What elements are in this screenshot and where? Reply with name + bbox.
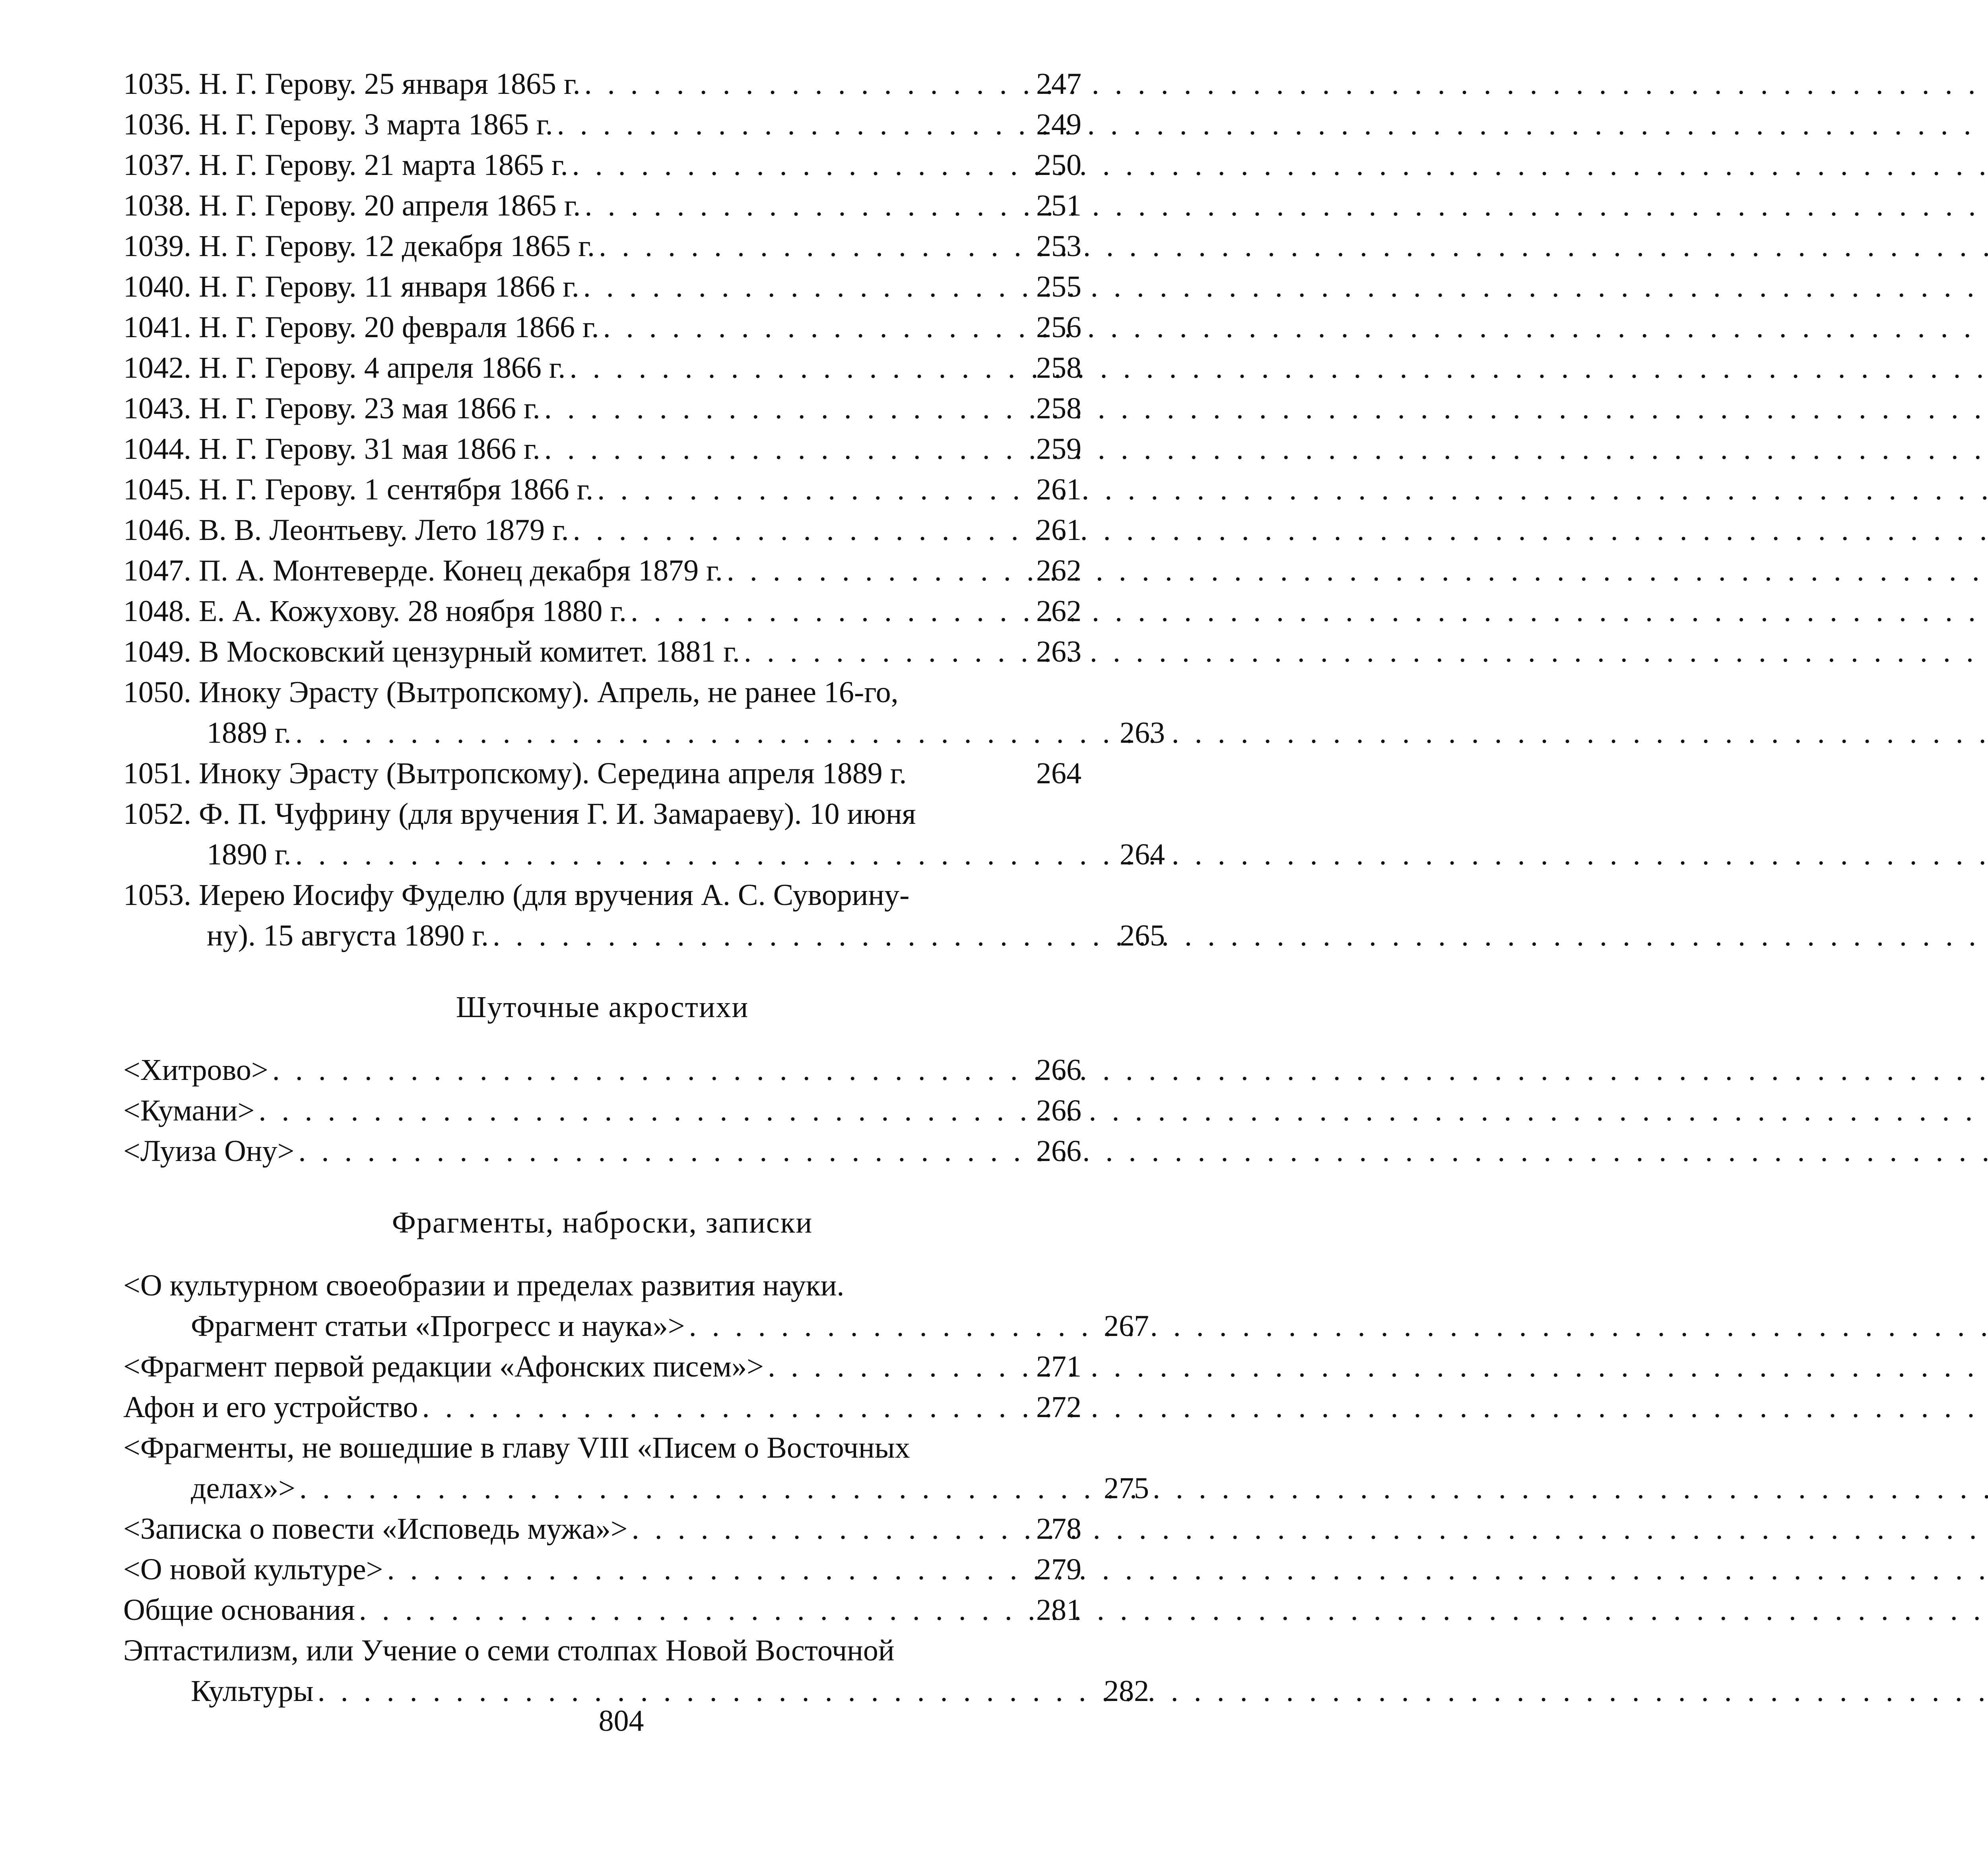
toc-entry — [123, 1131, 1081, 1171]
leader-dots — [299, 1468, 1085, 1509]
entry-page: 247 — [1036, 67, 1081, 101]
toc-entry — [123, 631, 1081, 672]
entry-page: 272 — [1036, 1390, 1081, 1424]
entry-number: 1040. — [123, 270, 191, 303]
entry-line-2 — [123, 1306, 1149, 1346]
entry-title: Н. Г. Герову. 1 сентября 1866 г. — [199, 473, 594, 506]
entry-title: <О новой культуре> — [123, 1553, 383, 1586]
entry-number: 1053. — [123, 878, 191, 912]
entry-title: Н. Г. Герову. 20 апреля 1865 г. — [199, 189, 581, 222]
toc-entry — [123, 1549, 1081, 1590]
entry-title-line-1: Ф. П. Чуфрину (для вручения Г. И. Замараеву). 10 июня — [199, 797, 916, 831]
toc-entry — [123, 469, 1081, 510]
toc-entry-1053 — [123, 875, 1165, 956]
toc-entry — [123, 510, 1081, 550]
entry-title: П. А. Монтеверде. Конец декабря 1879 г. — [199, 554, 723, 587]
toc-entry — [123, 1346, 1081, 1387]
toc-entry-1052 — [123, 794, 1165, 875]
entry-number: 1048. — [123, 594, 191, 628]
leader-dots — [768, 1346, 1018, 1387]
toc-entry — [123, 226, 1081, 266]
leader-dots — [584, 64, 1018, 104]
entry-number: 1039. — [123, 229, 191, 263]
entry-page: 264 — [1120, 838, 1165, 871]
leader-dots — [493, 915, 1101, 956]
entry-number: 1038. — [123, 189, 191, 222]
entry-title-line-2: Фрагмент статьи «Прогресс и наука»> — [191, 1309, 685, 1343]
toc-entry — [123, 64, 1081, 104]
toc-entry — [123, 1590, 1081, 1630]
toc-entry — [123, 1387, 1081, 1427]
entry-page: 282 — [1104, 1674, 1149, 1708]
toc-entry — [123, 145, 1081, 185]
entry-line-2 — [123, 1468, 1149, 1509]
entry-page: 256 — [1036, 311, 1081, 344]
toc-entry — [123, 266, 1081, 307]
entry-page: 271 — [1036, 1350, 1081, 1383]
toc-entry — [123, 429, 1081, 469]
entry-title: В Московский цензурный комитет. 1881 г. — [199, 635, 740, 668]
entry-title: Н. Г. Герову. 23 мая 1866 г. — [199, 392, 540, 425]
entry-number: 1036. — [123, 108, 191, 141]
entry-title-line-2: делах»> — [191, 1472, 295, 1505]
leader-dots — [597, 469, 1018, 510]
entry-page: 259 — [1036, 432, 1081, 466]
toc-entry-1051 — [123, 753, 1081, 794]
leader-dots — [544, 429, 1018, 469]
entry-title: Н. Г. Герову. 12 декабря 1865 г. — [199, 229, 595, 263]
leader-dots — [599, 226, 1018, 266]
entry-number: 1051. — [123, 757, 191, 790]
entry-number: 1050. — [123, 676, 191, 709]
entry-page: 278 — [1036, 1512, 1081, 1546]
entry-page: 258 — [1036, 392, 1081, 425]
toc-entry — [123, 1509, 1081, 1549]
acrostics-list — [123, 1050, 1081, 1171]
leader-dots — [689, 1306, 1085, 1346]
leader-dots — [544, 388, 1018, 429]
entry-title-line-1: <О культурном своеобразии и пределах развития науки. — [123, 1269, 845, 1302]
entry-title-line-2: 1890 г. — [207, 838, 291, 871]
entry-page: 281 — [1036, 1593, 1081, 1627]
entry-page: 267 — [1104, 1309, 1149, 1343]
toc-entry — [123, 348, 1081, 388]
entry-title-line-2: ну). 15 августа 1890 г. — [207, 919, 489, 952]
leader-dots — [557, 104, 1018, 145]
entry-page: 263 — [1036, 635, 1081, 668]
leader-dots — [295, 834, 1101, 875]
page-number: 804 — [598, 1704, 644, 1738]
letters-list — [123, 64, 1165, 956]
entry-title: Афон и его устройство — [123, 1390, 418, 1424]
entry-number: 1052. — [123, 797, 191, 831]
entry-page: 261 — [1036, 513, 1081, 547]
entry-title: <Кумани> — [123, 1094, 255, 1127]
toc-entry — [123, 1050, 1081, 1090]
entry-line-2 — [123, 834, 1165, 875]
entry-number: 1049. — [123, 635, 191, 668]
entry-page: 258 — [1036, 351, 1081, 384]
entry-title: Н. Г. Герову. 21 марта 1865 г. — [199, 148, 568, 182]
leader-dots — [727, 550, 1018, 591]
entry-page: 266 — [1036, 1053, 1081, 1087]
entry-page: 265 — [1120, 919, 1165, 952]
entry-number: 1042. — [123, 351, 191, 384]
entry-number: 1044. — [123, 432, 191, 466]
entry-title: <Фрагмент первой редакции «Афонских писем»> — [123, 1350, 764, 1383]
toc-entry — [123, 1427, 1149, 1509]
leader-dots — [298, 1131, 1018, 1171]
section-heading-acrostics: Шуточные акростихи — [456, 990, 749, 1024]
entry-title-line-2: Культуры — [191, 1674, 314, 1708]
entry-page: 264 — [1036, 757, 1081, 790]
toc-entry — [123, 388, 1081, 429]
entry-line-1 — [123, 875, 1081, 915]
entry-number: 1037. — [123, 148, 191, 182]
toc-entry-1050 — [123, 672, 1165, 753]
section-heading-fragments: Фрагменты, наброски, записки — [392, 1206, 813, 1239]
leader-dots — [359, 1590, 1018, 1630]
entry-number: 1043. — [123, 392, 191, 425]
leader-dots — [632, 1509, 1018, 1549]
entry-title: <Записка о повести «Исповедь мужа»> — [123, 1512, 628, 1546]
leader-dots — [272, 1050, 1018, 1090]
leader-dots — [422, 1387, 1018, 1427]
toc-entry — [123, 185, 1081, 226]
entry-title: Н. Г. Герову. 3 марта 1865 г. — [199, 108, 553, 141]
leader-dots — [387, 1549, 1018, 1590]
entry-page: 253 — [1036, 229, 1081, 263]
entry-page: 263 — [1120, 716, 1165, 749]
entry-title: Е. А. Кожухову. 28 ноября 1880 г. — [199, 594, 627, 628]
entry-title: Н. Г. Герову. 4 апреля 1866 г. — [199, 351, 566, 384]
entry-title-line-1: Эптастилизм, или Учение о семи столпах Новой Восточной — [123, 1634, 895, 1667]
leader-dots — [258, 1090, 1018, 1131]
entry-line-2 — [123, 713, 1165, 753]
entry-number: 1045. — [123, 473, 191, 506]
entry-title: <Хитрово> — [123, 1053, 268, 1087]
entry-page: 262 — [1036, 594, 1081, 628]
toc-entry — [123, 307, 1081, 348]
entry-number: 1035. — [123, 67, 191, 101]
toc-entry — [123, 1265, 1149, 1346]
toc-entry — [123, 104, 1081, 145]
entry-page: 251 — [1036, 189, 1081, 222]
entry-title: В. В. Леонтьеву. Лето 1879 г. — [199, 513, 569, 547]
entry-number: 1046. — [123, 513, 191, 547]
entry-number: 1047. — [123, 554, 191, 587]
entry-page: 266 — [1036, 1094, 1081, 1127]
entry-page: 275 — [1104, 1472, 1149, 1505]
entry-page: 279 — [1036, 1553, 1081, 1586]
entry-title: Общие основания — [123, 1593, 355, 1627]
entry-page: 249 — [1036, 108, 1081, 141]
fragments-list — [123, 1265, 1149, 1711]
entry-title-line-1: Иноку Эрасту (Вытропскому). Апрель, не ранее 16-го, — [199, 676, 899, 709]
entry-page: 261 — [1036, 473, 1081, 506]
leader-dots — [572, 145, 1018, 185]
leader-dots — [744, 631, 1018, 672]
toc-entry — [123, 1090, 1081, 1131]
entry-line-2 — [123, 915, 1165, 956]
entry-number: 1041. — [123, 311, 191, 344]
entry-title: Н. Г. Герову. 11 января 1866 г. — [199, 270, 579, 303]
entry-title-line-2: 1889 г. — [207, 716, 291, 749]
entry-title: Н. Г. Герову. 31 мая 1866 г. — [199, 432, 540, 466]
entry-title: Иноку Эрасту (Вытропскому). Середина апреля 1889 г. — [199, 757, 907, 790]
entry-page: 266 — [1036, 1134, 1081, 1168]
entry-title: Н. Г. Герову. 25 января 1865 г. — [199, 67, 580, 101]
leader-dots — [631, 591, 1018, 631]
entry-page: 262 — [1036, 554, 1081, 587]
entry-title: Н. Г. Герову. 20 февраля 1866 г. — [199, 311, 599, 344]
toc-page — [123, 64, 1165, 1711]
entry-title-line-1: <Фрагменты, не вошедшие в главу VIII «Писем о Восточных — [123, 1431, 910, 1464]
entry-page: 250 — [1036, 148, 1081, 182]
leader-dots — [569, 348, 1018, 388]
entry-line-1 — [123, 794, 1081, 834]
toc-entry — [123, 550, 1081, 591]
leader-dots — [584, 185, 1018, 226]
entry-page: 255 — [1036, 270, 1081, 303]
toc-entry — [123, 591, 1081, 631]
leader-dots — [295, 713, 1101, 753]
entry-title-line-1: Иерею Иосифу Фуделю (для вручения А. С. Суворину- — [199, 878, 910, 912]
entry-title: <Луиза Ону> — [123, 1134, 295, 1168]
entry-line-1 — [123, 672, 1081, 713]
leader-dots — [573, 510, 1018, 550]
toc-entry — [123, 1630, 1149, 1711]
leader-dots — [583, 266, 1018, 307]
leader-dots — [603, 307, 1018, 348]
